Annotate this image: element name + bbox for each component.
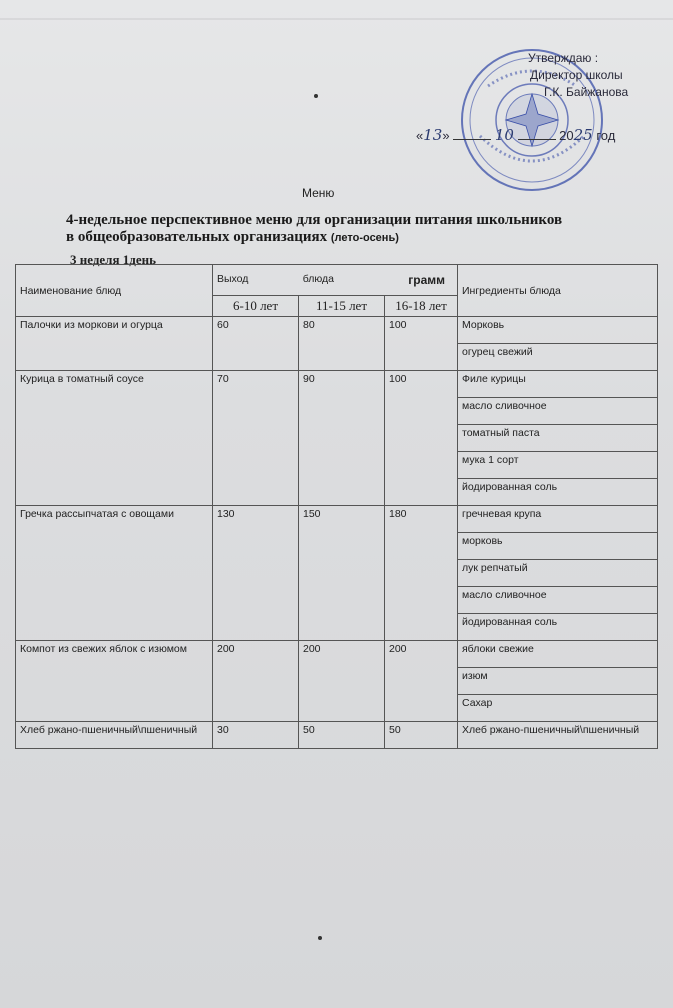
portion-11-15: 150 [299, 506, 385, 641]
ingredient: лук репчатый [458, 560, 658, 587]
ingredient: морковь [458, 533, 658, 560]
paper-speck [314, 94, 318, 98]
table-row [16, 506, 658, 533]
paper-fold [0, 18, 673, 20]
ingredient: Сахар [458, 695, 658, 722]
table-row [16, 722, 658, 749]
ingredient: томатный паста [458, 425, 658, 452]
portion-6-10: 70 [213, 371, 299, 506]
dish-name: Компот из свежих яблок с изюмом [16, 641, 213, 722]
ingredient: яблоки свежие [458, 641, 658, 668]
header-output-group [213, 265, 458, 296]
header-age-1: 6-10 лет [213, 296, 299, 317]
approval-date: «13» 10 2025 год [416, 126, 616, 144]
table-row [16, 641, 658, 668]
header-dish-name: Наименование блюд [16, 265, 213, 317]
portion-11-15: 90 [299, 371, 385, 506]
ingredient: Филе курицы [458, 371, 658, 398]
date-underline-2 [518, 139, 556, 140]
date-year: 25 [573, 126, 593, 144]
document-title [66, 212, 562, 247]
ingredient: масло сливочное [458, 587, 658, 614]
ingredient: огурец свежий [458, 344, 658, 371]
ingredient: масло сливочное [458, 398, 658, 425]
date-month: 10 [494, 126, 514, 144]
portion-6-10: 60 [213, 317, 299, 371]
title-line-2: в общеобразовательных организациях [66, 229, 328, 245]
header-dish: блюда [302, 273, 334, 285]
header-age-2: 11-15 лет [299, 296, 385, 317]
ingredient: гречневая крупа [458, 506, 658, 533]
portion-11-15: 50 [299, 722, 385, 749]
date-underline [453, 139, 491, 140]
portion-6-10: 130 [213, 506, 299, 641]
ingredient: йодированная соль [458, 614, 658, 641]
approval-line-1: Утверждаю : [528, 51, 599, 65]
approval-line-2: Директор школы [530, 68, 623, 82]
menu-table [15, 264, 658, 749]
header-age-3: 16-18 лет [385, 296, 458, 317]
portion-16-18: 180 [385, 506, 458, 641]
ingredient: Морковь [458, 317, 658, 344]
dish-name: Гречка рассыпчатая с овощами [16, 506, 213, 641]
portion-6-10: 30 [213, 722, 299, 749]
approval-line-3: Г.К. Байжанова [544, 85, 629, 99]
header-ingredients: Ингредиенты блюда [458, 265, 658, 317]
ingredient: изюм [458, 668, 658, 695]
ingredient: мука 1 сорт [458, 452, 658, 479]
header-output: Выход [217, 273, 249, 285]
portion-11-15: 200 [299, 641, 385, 722]
approval-block [528, 50, 628, 101]
menu-heading: Меню [302, 186, 335, 200]
date-day: 13 [423, 126, 443, 144]
dish-name: Хлеб ржано-пшеничный\пшеничный [16, 722, 213, 749]
title-season: (лето-осень) [330, 232, 399, 244]
header-gram: грамм [408, 273, 445, 287]
paper-speck [318, 936, 322, 940]
title-line-1: 4-недельное перспективное меню для организации питания школьников [66, 212, 563, 228]
table-row [16, 317, 658, 344]
date-suffix: год [596, 128, 616, 143]
week-label: 3 неделя 1день [70, 252, 156, 267]
portion-11-15: 80 [299, 317, 385, 371]
table-row [16, 371, 658, 398]
portion-16-18: 100 [385, 371, 458, 506]
portion-6-10: 200 [213, 641, 299, 722]
dish-name: Курица в томатный соусе [16, 371, 213, 506]
portion-16-18: 50 [385, 722, 458, 749]
portion-16-18: 200 [385, 641, 458, 722]
ingredient: Хлеб ржано-пшеничный\пшеничный [458, 722, 658, 749]
dish-name: Палочки из моркови и огурца [16, 317, 213, 371]
date-year-prefix: 20 [559, 128, 574, 143]
ingredient: йодированная соль [458, 479, 658, 506]
portion-16-18: 100 [385, 317, 458, 371]
